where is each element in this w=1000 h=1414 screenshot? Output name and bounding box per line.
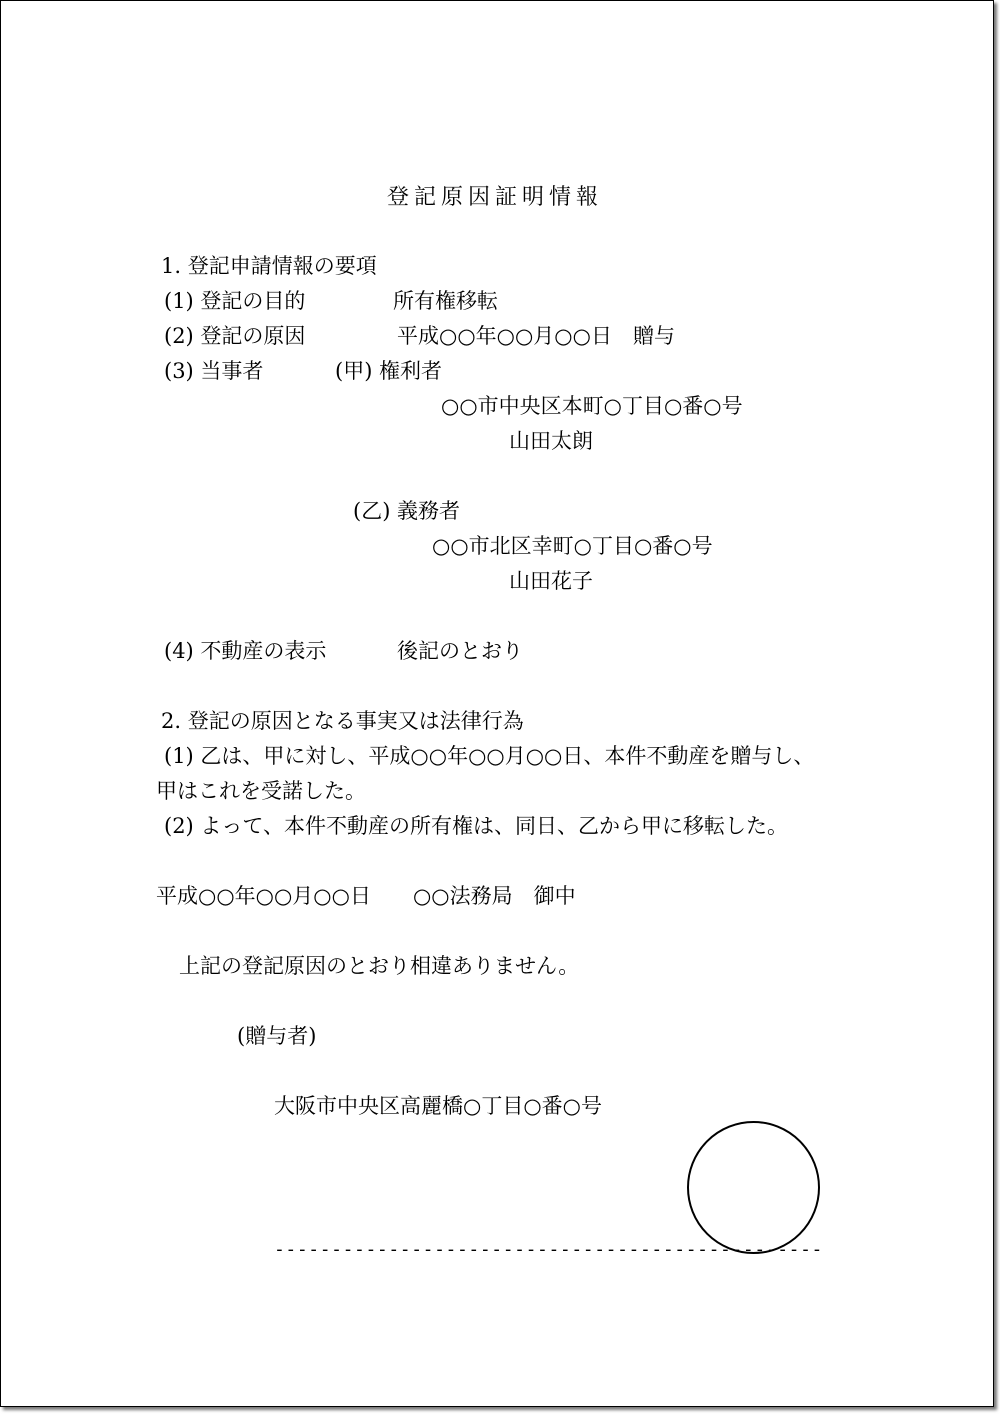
parties-label: (3) 当事者 (164, 359, 264, 383)
party-a-name: 山田太朗 (509, 429, 593, 453)
property-value: 後記のとおり (397, 639, 523, 663)
section1-heading: 1. 登記申請情報の要項 (161, 254, 377, 278)
fact-item1-line1: (1) 乙は、甲に対し、平成○○年○○月○○日、本件不動産を贈与し、 (164, 744, 815, 768)
section2-heading: 2. 登記の原因となる事実又は法律行為 (161, 709, 524, 733)
fact-item1-line2: 甲はこれを受諾した。 (156, 779, 366, 803)
confirmation-statement: 上記の登記原因のとおり相違ありません。 (179, 954, 580, 978)
property-label: (4) 不動産の表示 (164, 639, 327, 663)
purpose-value: 所有権移転 (393, 289, 498, 313)
purpose-label: (1) 登記の目的 (164, 289, 306, 313)
cause-value: 平成○○年○○月○○日 贈与 (397, 324, 675, 348)
donor-address: 大阪市中央区高麗橋○丁目○番○号 (274, 1094, 602, 1118)
party-a-address: ○○市中央区本町○丁目○番○号 (441, 394, 743, 418)
party-b-address: ○○市北区幸町○丁目○番○号 (432, 534, 713, 558)
party-b-role: (乙) 義務者 (353, 499, 461, 523)
fact-item2: (2) よって、本件不動産の所有権は、同日、乙から甲に移転した。 (164, 814, 788, 838)
document-title: 登記原因証明情報 (387, 185, 604, 210)
party-b-name: 山田花子 (509, 569, 593, 593)
party-a-role: (甲) 権利者 (335, 359, 443, 383)
donor-label: (贈与者) (237, 1024, 317, 1048)
date-and-office: 平成○○年○○月○○日 ○○法務局 御中 (156, 884, 576, 908)
seal-circle (687, 1121, 820, 1254)
signature-line: ------------------------------------------------ (274, 1239, 823, 1260)
cause-label: (2) 登記の原因 (164, 324, 306, 348)
